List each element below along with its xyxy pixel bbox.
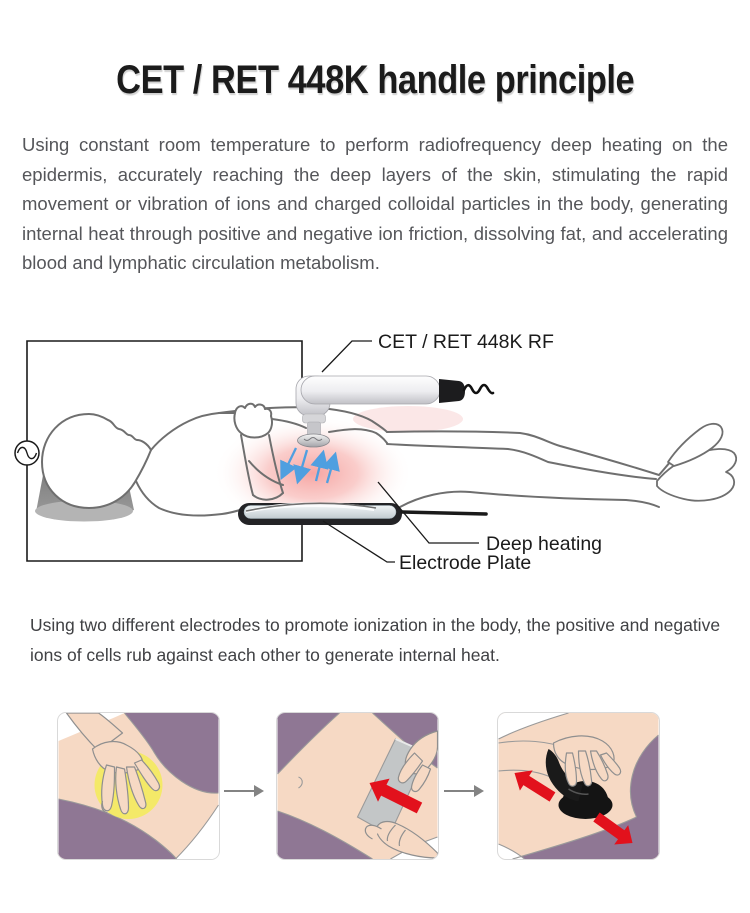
cable-connector	[439, 379, 465, 403]
ac-source-icon	[15, 441, 39, 465]
step-arrow-icon	[223, 782, 265, 800]
insert-electrode-plate-step	[276, 712, 439, 860]
electrode-plate	[238, 502, 486, 525]
plate-cable	[402, 512, 486, 514]
massage-warm-glow-step	[57, 712, 220, 860]
page-title-text: CET / RET 448K handle principle	[115, 58, 635, 102]
electrode-plate-label: Electrode Plate	[399, 552, 532, 574]
intro-paragraph: Using constant room temperature to perform radiofrequency deep heating on the epidermis, accurately reaching the deep layers of the skin, stimulating the rapid movement or vibration of ions and charged colloidal particles in the body, generating internal heat through positive and negative ion friction, dissolving fat, and accelerating blood and lymphatic circulation metabolism.	[22, 134, 728, 273]
patient-head	[42, 414, 151, 508]
deep-heating-label: Deep heating	[486, 533, 603, 555]
rf-principle-diagram	[0, 310, 750, 600]
cable-coil	[464, 385, 493, 393]
electrode-disc	[298, 434, 330, 447]
handle-label: CET / RET 448K RF	[378, 331, 554, 353]
page-title	[0, 58, 750, 103]
treatment-steps	[0, 712, 750, 862]
ionization-paragraph: Using two different electrodes to promote ionization in the body, the positive and negative ions of cells rub against each other to generate internal heat.	[30, 615, 721, 665]
handle-leader-line	[322, 341, 372, 372]
step-arrow-icon	[443, 782, 485, 800]
rf-handle-massage-step	[497, 712, 660, 860]
electrode-plate-leader-line	[323, 521, 395, 562]
